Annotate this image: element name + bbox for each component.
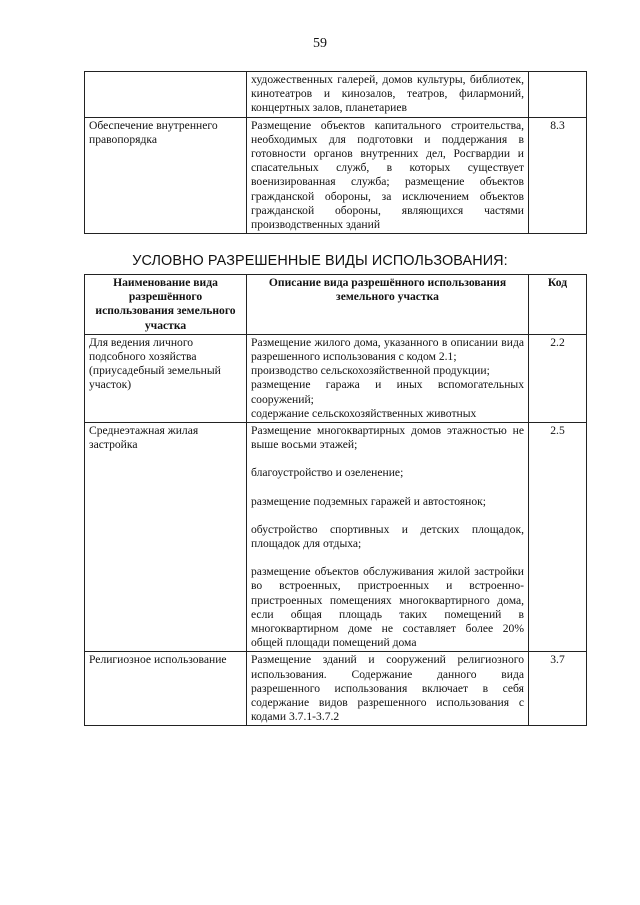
use-code-cell: 2.5 [529, 423, 587, 652]
use-code-cell: 8.3 [529, 117, 587, 234]
description-paragraph: Размещение объектов капитального строительства, необходимых для подготовки и поддержания в готовности органов внутренних дел, Росгвардии и спасательных служб, в которых существует военизированная служба; размещение объектов гражданской обороны, за исключением объектов гражданской обороны, являющихся частями производственных зданий [251, 118, 524, 232]
header-use-name: Наименование вида разрешённого использования земельного участка [85, 275, 247, 335]
use-description-cell [247, 423, 529, 652]
use-name-cell: Для ведения личного подсобного хозяйства (приусадебный земельный участок) [85, 334, 247, 422]
description-paragraph: благоустройство и озеленение; [251, 466, 404, 480]
table-header-row [85, 275, 587, 335]
description-paragraph: размещение подземных гаражей и автостоянок; [251, 494, 487, 508]
description-paragraph: Размещение жилого дома, указанного в описании вида разрешенного использования с кодом 2.1; [251, 335, 524, 364]
description-paragraph: Размещение зданий и сооружений религиозного использования. Содержание данного вида разрешенного использования включает в себя содержание видов разрешенного использования с кодами 3.7.1-3.7.2 [251, 653, 524, 724]
page-number: 59 [313, 36, 327, 51]
section-heading: УСЛОВНО РАЗРЕШЕННЫЕ ВИДЫ ИСПОЛЬЗОВАНИЯ: [132, 253, 508, 269]
use-code-cell: 3.7 [529, 652, 587, 726]
table-row [85, 423, 587, 652]
use-description-cell [247, 117, 529, 234]
description-paragraph: содержание сельскохозяйственных животных [251, 406, 477, 420]
use-name-cell: Религиозное использование [85, 652, 247, 726]
description-paragraph: размещение гаража и иных вспомогательных сооружений; [251, 378, 524, 406]
description-paragraph: художественных галерей, домов культуры, библиотек, кинотеатров и кинозалов, театров, филармоний, концертных залов, планетариев [251, 73, 524, 115]
conditional-uses-table [84, 274, 587, 726]
description-paragraph: Размещение многоквартирных домов этажностью не выше восьми этажей; [251, 424, 524, 452]
table-row [85, 334, 587, 422]
header-use-description: Описание вида разрешённого использования земельного участка [247, 275, 529, 335]
permitted-uses-table-continuation [84, 71, 587, 234]
use-code-cell [529, 72, 587, 118]
use-description-cell [247, 72, 529, 118]
use-description-cell [247, 334, 529, 422]
header-use-code: Код [529, 275, 587, 335]
table-row [85, 72, 587, 118]
description-paragraph: обустройство спортивных и детских площадок, площадок для отдыха; [251, 522, 524, 551]
use-name-cell: Обеспечение внутреннего правопорядка [85, 117, 247, 234]
use-code-cell: 2.2 [529, 334, 587, 422]
use-name-cell [85, 72, 247, 118]
description-paragraph: производство сельскохозяйственной продукции; [251, 364, 490, 378]
use-description-cell [247, 652, 529, 726]
use-name-cell: Среднеэтажная жилая застройка [85, 423, 247, 652]
description-paragraph: размещение объектов обслуживания жилой застройки во встроенных, пристроенных и встроенно-пристроенных помещениях многоквартирного дома, если общая площадь таких помещений в многоквартирном доме не составляет более 20% общей площади помещений дома [251, 565, 524, 650]
table-row [85, 117, 587, 234]
table-row [85, 652, 587, 726]
